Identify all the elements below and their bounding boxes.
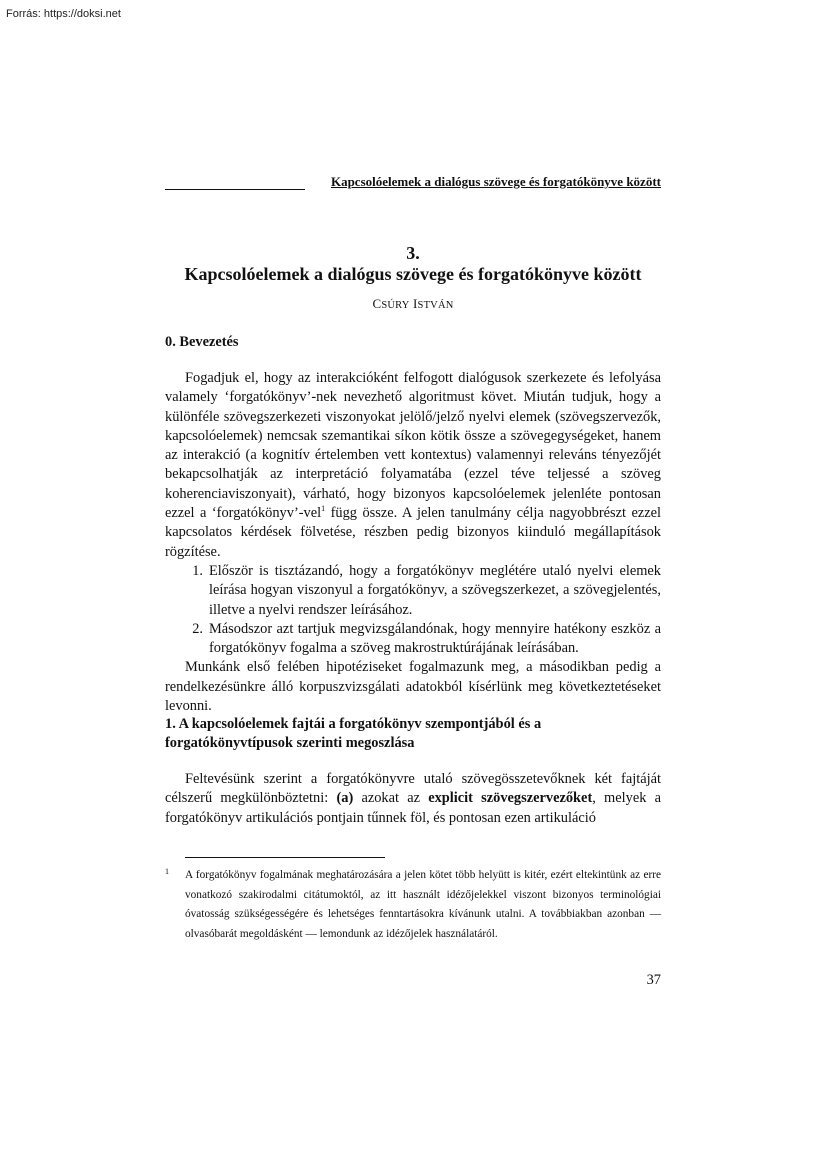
plan-paragraph: Munkánk első felében hipotéziseket fogalmazunk meg, a másodikban pedig a rendelkezésünkre álló korpuszvizsgálati adatokból kísérlünk meg következtetéseket levonni. xyxy=(165,659,661,715)
header-rule xyxy=(165,189,305,190)
list-item-text: Először is tisztázandó, hogy a forgatókönyv meglétére utaló nyelvi elemek leírása hogyan viszonyul a forgatókönyv, a szövegszerkezet, a szövegjelentés, illetve a nyelvi rendszer leírásához. xyxy=(209,562,661,618)
section-1-text-2: azokat az xyxy=(353,790,429,807)
source-label: Forrás: https://doksi.net xyxy=(6,8,121,20)
intro-paragraph-text-2: függ össze. A jelen tanulmány célja nagyobbrészt ezzel kapcsolatos kérdések fölvetése, részben pedig bizonyos kiinduló megállapítások rögzítése. xyxy=(165,505,662,560)
footnote-reference: 1 xyxy=(321,504,326,514)
list-item-text: Másodszor azt tartjuk megvizsgálandónak, hogy mennyire hatékony eszköz a forgatókönyv fogalma a szöveg makrostruktúrájának leírásában. xyxy=(209,620,661,657)
chapter-title: Kapcsolóelemek a dialógus szövege és forgatókönyve között xyxy=(184,264,642,284)
section-0-heading: 0. Bevezetés xyxy=(165,334,239,350)
chapter-number: 3. xyxy=(406,243,420,263)
author-last-rest: STVÁN xyxy=(417,300,454,311)
author-first-initial: C xyxy=(372,296,382,311)
list-item-number: 1. xyxy=(192,562,203,579)
author-last-initial: I xyxy=(413,296,418,311)
section-0-body xyxy=(165,369,661,716)
footnote-text: A forgatókönyv fogalmának meghatározására a jelen kötet több helyütt is kitér, ezért eltekintünk az erre vonatkozó szakirodalmi citátumoktól, az itt használt idézőjelekkel viszont bizonyos terminológiai óvatosság szükségességére és lehetséges fenntartásokra kívánunk utalni. A továbbiakban azonban — olvasóbarát megoldásként — lemondunk az idézőjelek használatáról. xyxy=(185,869,661,940)
section-1-bold-term: explicit szövegszervezőket xyxy=(428,790,593,807)
section-1-heading: 1. A kapcsolóelemek fajtái a forgatókönyv szempontjából és a forgatókönyvtípusok szerinti megoszlása xyxy=(165,716,542,752)
section-1-text-3: , melyek a forgatókönyv artikulációs pontjain tűnnek föl, és pontosan ezen artikuláció xyxy=(165,790,662,826)
footnote-rule xyxy=(185,857,385,858)
running-head: Kapcsolóelemek a dialógus szövege és forgatókönyve között xyxy=(330,174,661,189)
author-first-rest: SÚRY xyxy=(381,300,410,311)
section-1-bold-marker: (a) xyxy=(336,790,354,807)
footnote-number: 1 xyxy=(165,867,169,876)
author-name xyxy=(165,296,661,312)
section-1-text-1: Feltevésünk szerint a forgatókönyvre utaló szövegösszetevőknek két fajtáját célszerű megkülönböztetni: xyxy=(165,771,661,807)
page-number: 37 xyxy=(646,972,661,988)
section-1-paragraph xyxy=(165,770,661,828)
intro-paragraph xyxy=(165,369,661,562)
intro-paragraph-text-1: Fogadjuk el, hogy az interakcióként felfogott dialógusok szerkezete és lefolyása valamely ‘forgatókönyv’-nek nevezhető algoritmust követ. Miután tudjuk, hogy a különféle szövegszerkezeti viszonyokat jelölő/jelző nyelvi elemek (szövegszervezők, kapcsolóelemek) nemcsak szemantikai síkon kötik össze a szövegegységeket, hanem az interakció (a kognitív értelemben vett kontextus) valamennyi releváns tényezőjét bekapcsolhatják az interpretáció folyamatába (ezzel téve teljessé a szöveg koherenciaviszonyait), várható, hogy bizonyos kapcsolóelemek jelenléte pontosan ezzel a ‘forgatókönyv’-vel xyxy=(165,370,661,522)
list-item xyxy=(165,562,661,620)
list-item xyxy=(165,620,661,659)
list-item-number: 2. xyxy=(192,620,203,637)
footnote xyxy=(165,866,661,944)
